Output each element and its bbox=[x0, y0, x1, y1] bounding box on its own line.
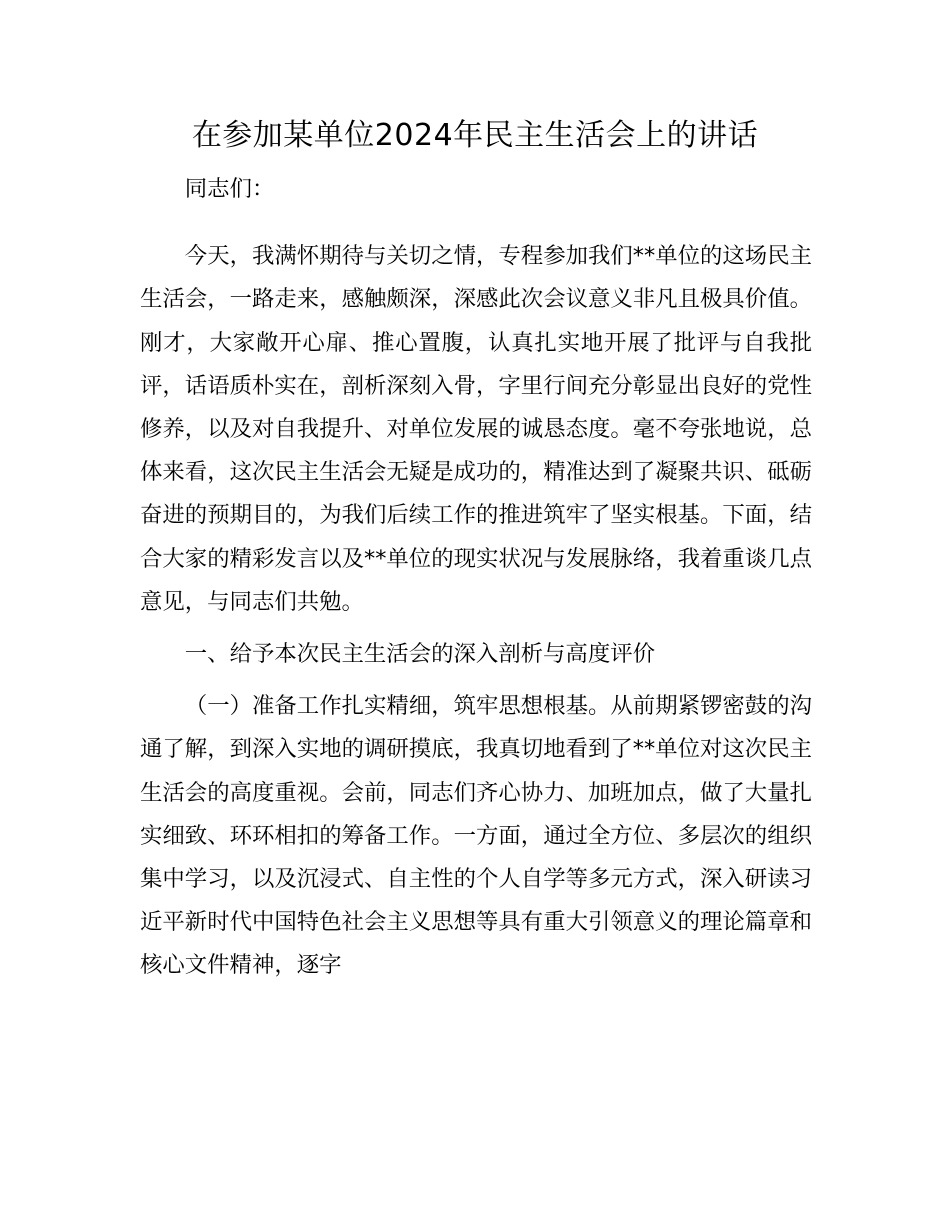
document-title: 在参加某单位2024年民主生活会上的讲话 bbox=[191, 118, 759, 153]
paragraph-subsection-1: （一）准备工作扎实精细，筑牢思想根基。从前期紧锣密鼓的沟通了解，到深入实地的调研摸底，我真切地看到了**单位对这次民主生活会的高度重视。会前，同志们齐心协力、加班加点，做了大量扎实细致、环环相扣的筹备工作。一方面，通过全方位、多层次的组织集中学习，以及沉浸式、自主性的个人自学等多元方式，深入研读习近平新时代中国特色社会主义思想等具有重大引领意义的理论篇章和核心文件精神，逐字 bbox=[140, 693, 812, 979]
salutation: 同志们： bbox=[184, 176, 275, 202]
section-heading-1: 一、给予本次民主生活会的深入剖析与高度评价 bbox=[184, 641, 655, 668]
paragraph-intro: 今天，我满怀期待与关切之情，专程参加我们**单位的这场民主生活会，一路走来，感触颇深，深感此次会议意义非凡且极具价值。刚才，大家敞开心扉、推心置腹，认真扎实地开展了批评与自我批评，话语质朴实在，剖析深刻入骨，字里行间充分彰显出良好的党性修养，以及对自我提升、对单位发展的诚恳态度。毫不夸张地说，总体来看，这次民主生活会无疑是成功的，精准达到了凝聚共识、砥砺奋进的预期目的，为我们后续工作的推进筑牢了坚实根基。下面，结合大家的精彩发言以及**单位的现实状况与发展脉络，我着重谈几点意见，与同志们共勉。 bbox=[140, 243, 812, 615]
document-body bbox=[140, 168, 812, 997]
